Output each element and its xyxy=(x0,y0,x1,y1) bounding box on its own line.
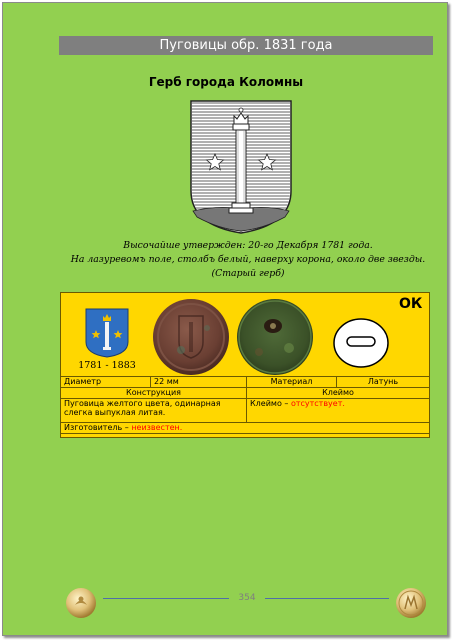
caption-line-approved: Высочайше утвержден: 20-го Декабря 1781 года. xyxy=(123,240,373,251)
material-label: Материал xyxy=(247,377,337,388)
years-label: 1781 - 1883 xyxy=(78,360,136,371)
button-back-photo xyxy=(235,298,315,376)
caption-line-description: На лазуревомъ поле, столбъ белый, наверху корона, около две звезды. xyxy=(70,254,426,265)
table-row xyxy=(61,423,430,434)
mark-value: отсутствует. xyxy=(290,399,345,408)
page-title: Герб города Коломны xyxy=(148,75,304,89)
table-row xyxy=(61,399,430,423)
button-front-photo xyxy=(151,298,231,376)
right-medal-icon xyxy=(395,587,427,619)
page xyxy=(2,2,448,636)
mark-text xyxy=(247,399,430,423)
construction-label: Конструкция xyxy=(61,388,247,399)
coat-of-arms-image xyxy=(189,99,293,235)
button-profile-diagram xyxy=(331,315,391,371)
status-badge: ОК xyxy=(399,296,423,312)
maker-value: неизвестен. xyxy=(131,423,183,432)
table-row xyxy=(61,377,430,388)
diameter-value: 22 мм xyxy=(151,377,247,388)
construction-text: Пуговица желтого цвета, одинарная слегка выпуклая литая. xyxy=(61,399,247,423)
small-coat-of-arms-icon xyxy=(85,308,129,358)
button-card xyxy=(60,292,430,438)
coat-of-arms-caption xyxy=(63,239,433,281)
mark-prefix: Клеймо – xyxy=(250,399,289,408)
footer-divider-right xyxy=(265,598,389,599)
caption-line-note: (Старый герб) xyxy=(211,268,285,279)
material-value: Латунь xyxy=(337,377,430,388)
header-bar: Пуговицы обр. 1831 года xyxy=(59,36,433,55)
page-number: 354 xyxy=(238,593,256,603)
maker-prefix: Изготовитель – xyxy=(64,423,129,432)
maker-text xyxy=(61,423,430,434)
left-medal-icon xyxy=(65,587,97,619)
spec-table xyxy=(60,376,430,434)
diameter-label: Диаметр xyxy=(61,377,151,388)
footer-divider-left xyxy=(103,598,229,599)
mark-label: Клеймо xyxy=(247,388,430,399)
card-images xyxy=(61,293,429,376)
table-row xyxy=(61,388,430,399)
